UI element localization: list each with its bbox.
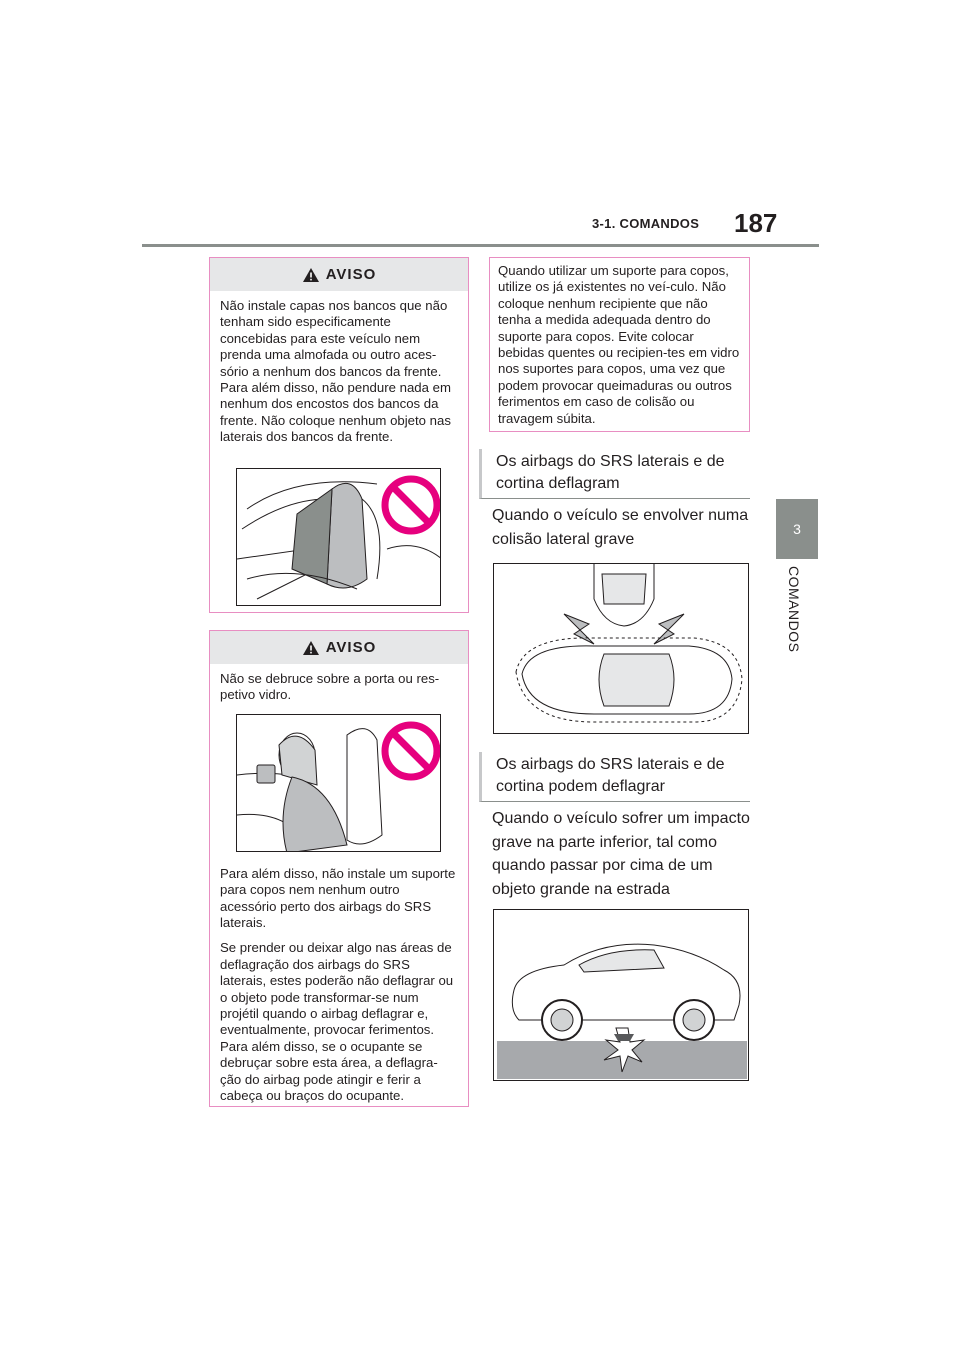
section-heading-may-deploy: Os airbags do SRS laterais e de cortina podem deflagrar — [479, 752, 750, 802]
warning-icon — [302, 267, 320, 283]
warning-text: Não instale capas nos bancos que não tenham sido especificamente concebidas para este veículo nem prenda uma almofada ou outro aces-sório a nenhum dos bancos da frente. Para além disso, não pendure nada em nenhum dos encostos dos bancos da frente. Não coloque nenhum objeto nas laterais dos bancos da frente. — [220, 298, 451, 445]
door-lean-illustration — [236, 714, 441, 852]
body-text-underbody-impact: Quando o veículo sofrer um impacto grave na parte inferior, tal como quando passar por cima de um objeto grande na estrada — [492, 810, 750, 898]
chapter-tab: 3 — [776, 499, 818, 559]
warning-title: AVISO — [325, 266, 377, 283]
body-text-side-collision: Quando o veículo se envolver numa colisão lateral grave — [492, 507, 749, 548]
warning-box-seat-covers — [209, 257, 469, 613]
warning-header — [210, 631, 468, 664]
warning-text: Não se debruce sobre a porta ou res-petivo vidro. — [220, 671, 440, 703]
warning-text: Para além disso, não instale um suporte para copos nem nenhum outro acessório perto dos airbags do SRS laterais. — [220, 865, 456, 931]
header-rule — [142, 244, 819, 247]
section-heading-deploy: Os airbags do SRS laterais e de cortina deflagram — [479, 449, 750, 499]
section-title: 3-1. COMANDOS — [592, 216, 700, 231]
seat-cover-illustration — [236, 468, 441, 606]
warning-text: Quando utilizar um suporte para copos, utilize os já existentes no veí-culo. Não coloque nenhum recipiente que não tenha a medida adequada dentro do suporte para copos. Evite colocar bebidas quentes ou recipien-tes em vidro nos suportes para copos, uma vez que podem provocar queimaduras ou outros ferimentos em caso de colisão ou travagem súbita. — [498, 263, 740, 426]
side-collision-illustration — [493, 563, 749, 734]
page-number: 187 — [734, 208, 778, 238]
warning-header — [210, 258, 468, 291]
warning-icon — [302, 640, 320, 656]
underbody-impact-illustration — [493, 909, 749, 1081]
warning-box-cup-holders — [489, 257, 750, 432]
warning-box-door-lean — [209, 630, 469, 1107]
warning-text: Se prender ou deixar algo nas áreas de deflagração dos airbags do SRS laterais, estes poderão não deflagrar ou o objeto pode transformar-se num projétil quando o airbag deflagrar e, eventualmente, provocar ferimentos. Para além disso, se o ocupante se debruçar sobre esta área, a deflagra-ção do airbag pode atingir e ferir a cabeça ou braços do ocupante. — [220, 940, 454, 1104]
warning-title: AVISO — [325, 639, 377, 656]
chapter-label: COMANDOS — [786, 566, 802, 653]
